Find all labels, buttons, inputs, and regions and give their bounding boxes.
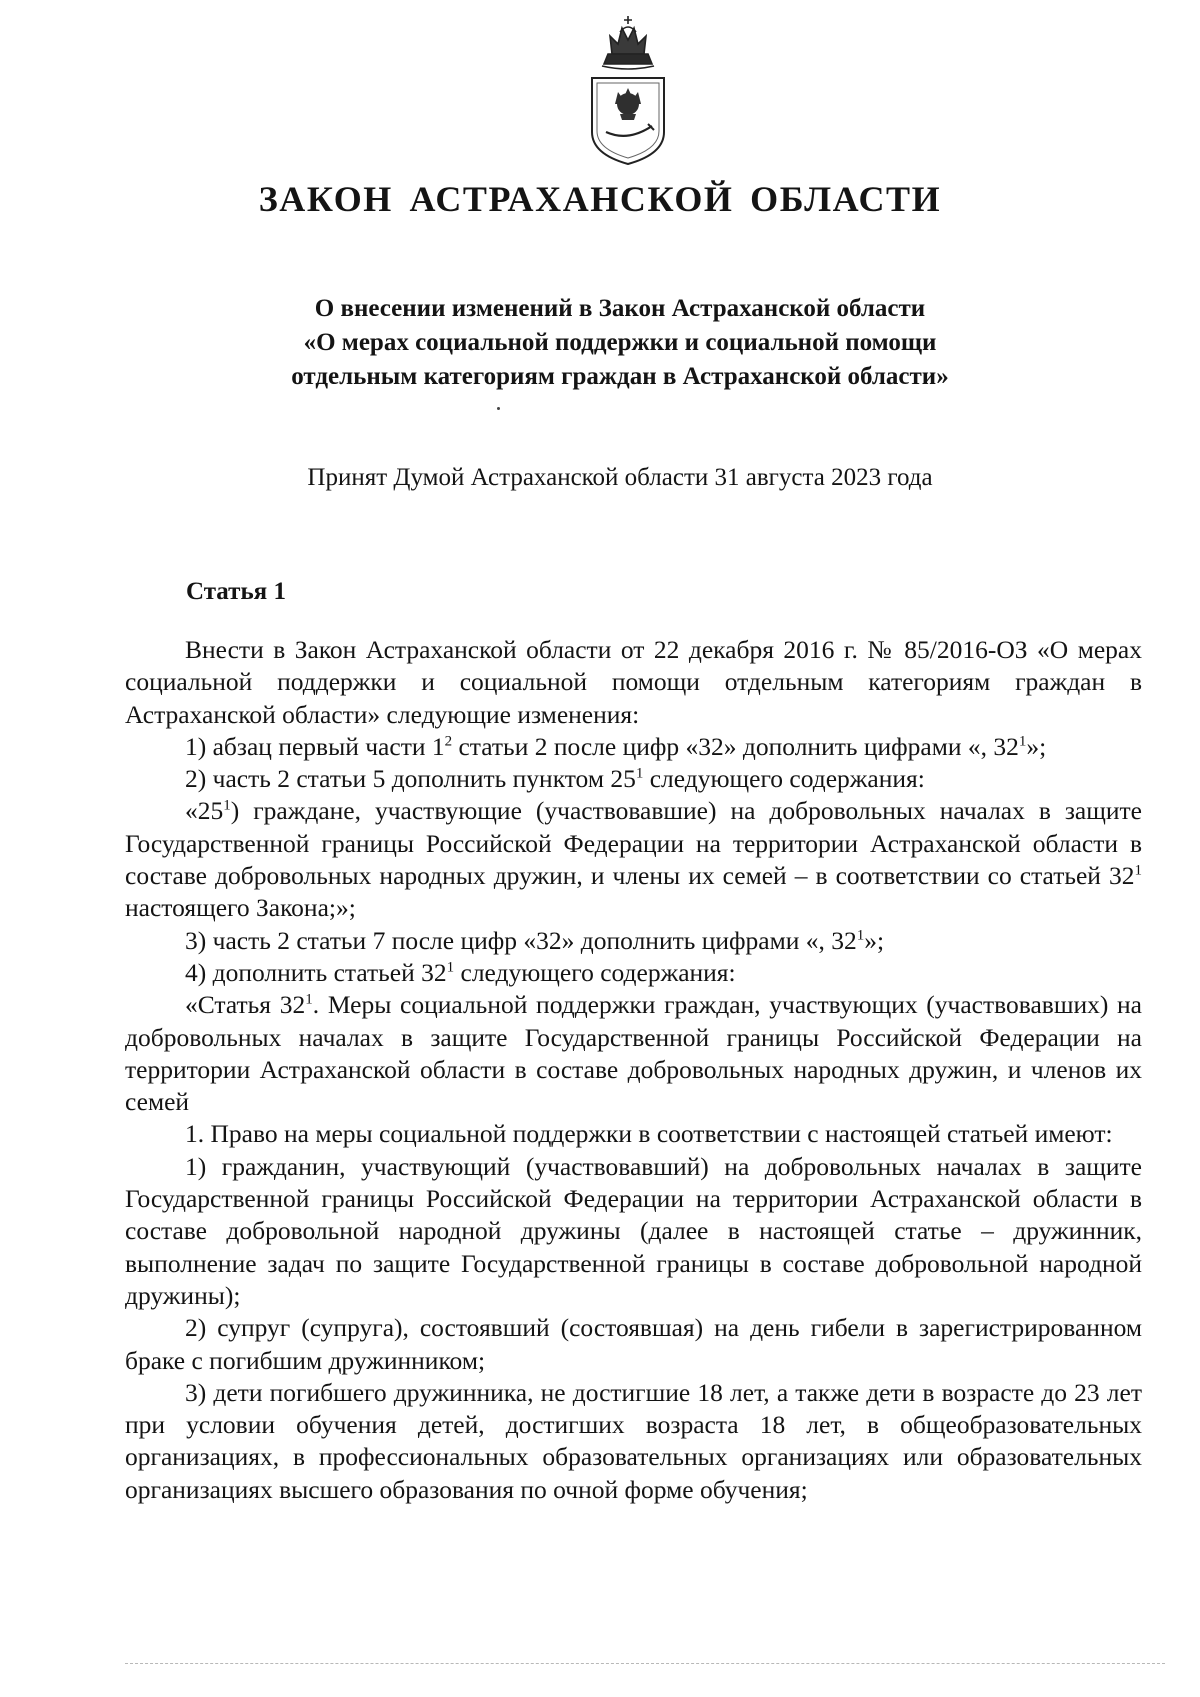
document-title: ЗАКОН АСТРАХАНСКОЙ ОБЛАСТИ bbox=[258, 179, 942, 219]
paragraph: 2) часть 2 статьи 5 дополнить пунктом $25^1$ следующего содержания: bbox=[185, 764, 925, 794]
article-heading: Статья 1 bbox=[186, 578, 286, 605]
paragraph: 1) гражданин, участвующий (участвовавший) на добровольных началах в защите Государственной границы Российской Федерации на территории Астраханской области в составе добровольной народной дружины (далее в настоящей статье – дружинник, выполнение задач по защите Государственной границы в составе добровольной народной дружины); bbox=[125, 1151, 1142, 1310]
subtitle-line: отдельным категориям граждан в Астраханской области» bbox=[291, 363, 949, 390]
paragraph: «$25^1$) граждане, участвующие (участвовавшие) на добровольных началах в защите Государственной границы Российской Федерации на территории Астраханской области в составе добровольных народных дружин, и члены их семей – в соответствии со статьей $32^1$ настоящего Закона;»; bbox=[125, 796, 1142, 923]
paragraph: 3) дети погибшего дружинника, не достигшие 18 лет, а также дети в возрасте до 23 лет при условии обучения детей, достигших возраста 18 лет, в общеобразовательных организациях, в профессиональных образовательных организациях или образовательных организациях высшего образования по очной форме обучения; bbox=[125, 1377, 1142, 1504]
paragraph: «Статья $32^1$. Меры социальной поддержки граждан, участвующих (участвовавших) на добровольных началах в защите Государственной границы Российской Федерации на территории Астраханской области в составе добровольных народных дружин, и членов их семей bbox=[125, 990, 1143, 1117]
subtitle-line: «О мерах социальной поддержки и социальной помощи bbox=[303, 329, 937, 356]
coat-of-arms-emblem bbox=[582, 14, 674, 166]
adoption-note: Принят Думой Астраханской области 31 августа 2023 года bbox=[307, 464, 933, 491]
paragraph: 3) часть 2 статьи 7 после цифр «32» дополнить цифрами «, $32^1$»; bbox=[185, 925, 885, 955]
paragraph: 1) абзац первый части $1^2$ статьи 2 после цифр «32» дополнить цифрами «, $32^1$»; bbox=[185, 731, 1047, 761]
paragraph: Внести в Закон Астраханской области от 22 декабря 2016 г. № 85/2016-ОЗ «О мерах социальной поддержки и социальной помощи отдельным категориям граждан в Астраханской области» следующие изменения: bbox=[125, 635, 1142, 729]
scan-speck bbox=[497, 407, 500, 410]
paragraph: 1. Право на меры социальной поддержки в соответствии с настоящей статьей имеют: bbox=[185, 1119, 1113, 1149]
paragraph: 2) супруг (супруга), состоявший (состоявшая) на день гибели в зарегистрированном браке с погибшим дружинником; bbox=[125, 1313, 1142, 1375]
document-subtitle bbox=[0, 292, 1200, 394]
paragraph: 4) дополнить статьей $32^1$ следующего содержания: bbox=[185, 957, 736, 987]
subtitle-line: О внесении изменений в Закон Астраханской области bbox=[314, 295, 926, 322]
footer-divider bbox=[125, 1663, 1165, 1664]
article-body bbox=[125, 634, 1142, 1506]
